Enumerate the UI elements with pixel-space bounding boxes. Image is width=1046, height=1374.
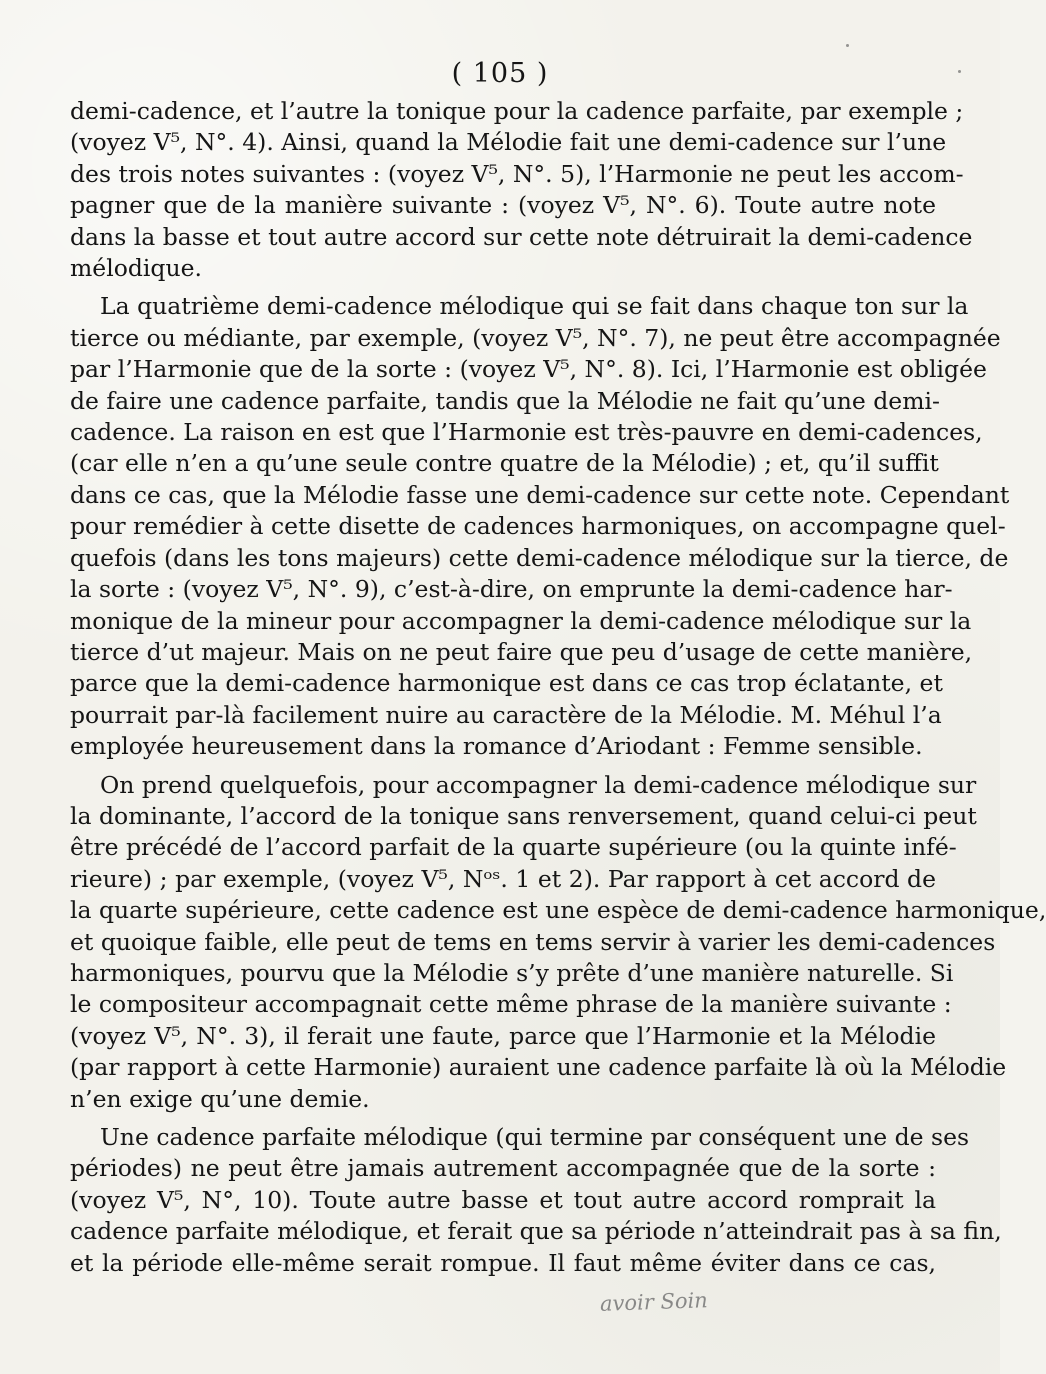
text-line: n’en exige qu’une demie. (70, 1084, 370, 1113)
text-line: tierce ou médiante, par exemple, (voyez V⁵, N°. 7), ne peut être accompagnée (70, 323, 1001, 352)
text-line: (voyez V⁵, N°, 10). Toute autre basse et tout autre accord romprait la (70, 1185, 936, 1214)
text-line: la dominante, l’accord de la tonique sans renversement, quand celui-ci peut (70, 801, 977, 830)
text-line: et la période elle-même serait rompue. Il faut même éviter dans ce cas, (70, 1248, 936, 1277)
text-line: être précédé de l’accord parfait de la quarte supérieure (ou la quinte infé- (70, 833, 957, 862)
page-number: ( 105 ) (451, 58, 549, 89)
text-line: le compositeur accompagnait cette même phrase de la manière suivante : (70, 990, 952, 1019)
paragraph-1 (70, 96, 973, 284)
text-line: et quoique faible, elle peut de tems en tems servir à varier les demi-cadences (70, 927, 996, 956)
text-line: (par rapport à cette Harmonie) auraient une cadence parfaite là où la Mélodie (70, 1053, 1007, 1082)
text-line: demi-cadence, et l’autre la tonique pour la cadence parfaite, par exemple ; (70, 97, 964, 125)
text-line: La quatrième demi-cadence mélodique qui se fait dans chaque ton sur la (100, 292, 969, 321)
text-line: pour remédier à cette disette de cadences harmoniques, on accompagne quel- (70, 512, 1006, 541)
text-line: quefois (dans les tons majeurs) cette demi-cadence mélodique sur la tierce, de (70, 543, 1009, 572)
text-line: dans la basse et tout autre accord sur cette note détruirait la demi-cadence (70, 222, 973, 251)
paper-speck (958, 70, 961, 73)
text-line: mélodique. (70, 254, 202, 283)
text-line: cadence parfaite mélodique, et ferait que sa période n’atteindrait pas à sa fin, (70, 1217, 1002, 1246)
text-line: On prend quelquefois, pour accompagner la demi-cadence mélodique sur (100, 770, 977, 799)
handwritten-annotation: avoir Soin (599, 1288, 709, 1316)
paragraph-2 (70, 291, 1010, 762)
paragraph-3 (70, 770, 1046, 1115)
text-line: la sorte : (voyez V⁵, N°. 9), c’est-à-dire, on emprunte la demi-cadence har- (70, 575, 953, 604)
text-line: (voyez V⁵, N°. 4). Ainsi, quand la Mélodie fait une demi-cadence sur l’une (70, 128, 947, 157)
paper-speck (846, 44, 849, 47)
paragraph-4 (70, 1122, 1002, 1279)
text-line: (voyez V⁵, N°. 3), il ferait une faute, parce que l’Harmonie et la Mélodie (70, 1021, 936, 1050)
text-line: Une cadence parfaite mélodique (qui termine par conséquent une de ses (100, 1123, 970, 1151)
text-line: harmoniques, pourvu que la Mélodie s’y prête d’une manière naturelle. Si (70, 958, 954, 987)
text-line: par l’Harmonie que de la sorte : (voyez V⁵, N°. 8). Ici, l’Harmonie est obligée (70, 355, 987, 384)
text-line: dans ce cas, que la Mélodie fasse une demi-cadence sur cette note. Cependant (70, 480, 1010, 509)
text-line: employée heureusement dans la romance d’Ariodant : Femme sensible. (70, 732, 923, 761)
text-line: monique de la mineur pour accompagner la demi-cadence mélodique sur la (70, 606, 972, 635)
text-line: périodes) ne peut être jamais autrement accompagnée que de la sorte : (70, 1154, 936, 1183)
text-line: pagner que de la manière suivante : (voyez V⁵, N°. 6). Toute autre note (70, 191, 936, 220)
text-line: cadence. La raison en est que l’Harmonie est très-pauvre en demi-cadences, (70, 418, 983, 447)
text-line: de faire une cadence parfaite, tandis que la Mélodie ne fait qu’une demi- (70, 386, 940, 415)
text-line: parce que la demi-cadence harmonique est dans ce cas trop éclatante, et (70, 669, 943, 698)
text-line: (car elle n’en a qu’une seule contre quatre de la Mélodie) ; et, qu’il suffit (70, 449, 939, 478)
text-line: la quarte supérieure, cette cadence est une espèce de demi-cadence harmonique, (70, 896, 1046, 925)
text-line: rieure) ; par exemple, (voyez V⁵, Nᵒˢ. 1 et 2). Par rapport à cet accord de (70, 864, 936, 893)
body-text (70, 96, 1046, 1279)
text-line: tierce d’ut majeur. Mais on ne peut faire que peu d’usage de cette manière, (70, 637, 973, 666)
text-line: des trois notes suivantes : (voyez V⁵, N°. 5), l’Harmonie ne peut les accom- (70, 159, 964, 188)
text-line: pourrait par-là facilement nuire au caractère de la Mélodie. M. Méhul l’a (70, 700, 942, 729)
